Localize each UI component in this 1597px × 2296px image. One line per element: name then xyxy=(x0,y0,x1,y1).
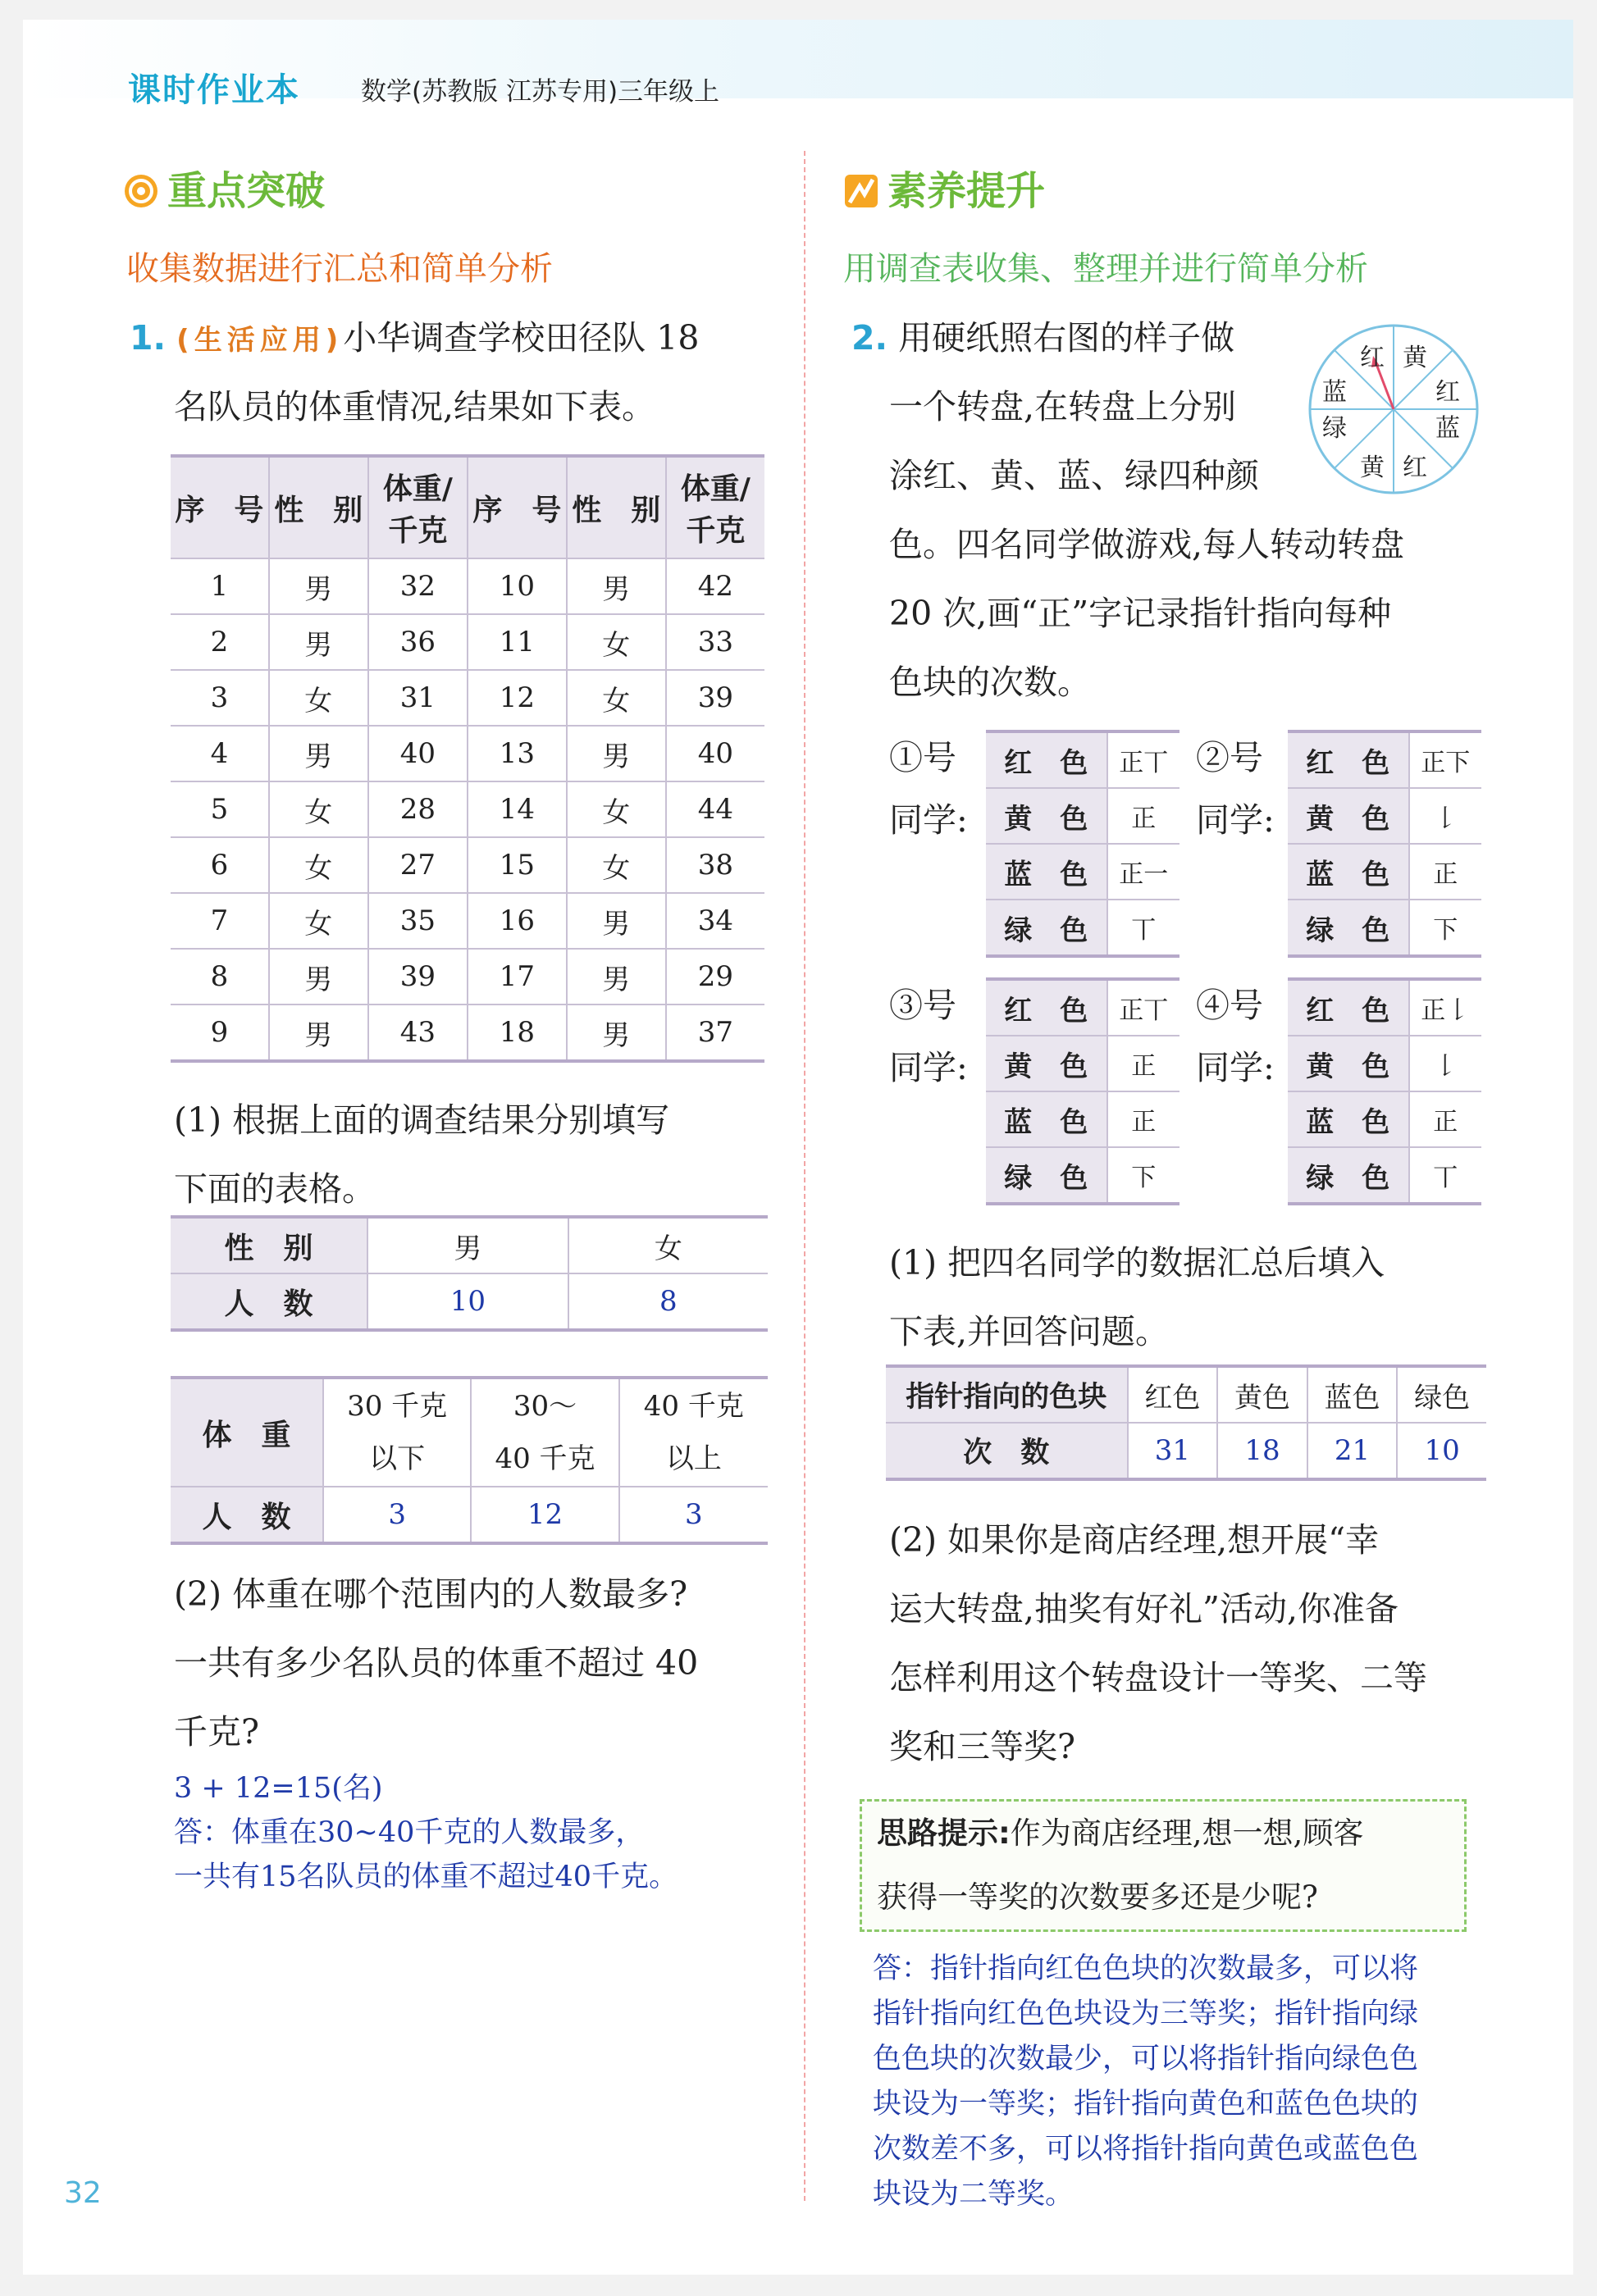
cell: 男 xyxy=(269,558,368,614)
range-text: 40 千克 xyxy=(643,1390,744,1423)
answer-line: 答：体重在30~40千克的人数最多， xyxy=(174,1816,645,1849)
tally-mark: 𠄌 xyxy=(1409,1036,1482,1091)
q1-part2-line1: (2) 体重在哪个范围内的人数最多? xyxy=(174,1574,688,1614)
q2-part2-line3: 怎样利用这个转盘设计一等奖、二等 xyxy=(889,1658,1427,1697)
table-row xyxy=(986,1147,1179,1204)
student-word: 同学: xyxy=(889,800,968,840)
tally-mark: 下 xyxy=(1409,900,1482,956)
sector-label: 绿 xyxy=(1322,414,1347,443)
count-answer: 12 xyxy=(471,1487,618,1543)
cell: 40 xyxy=(666,726,764,781)
table-row xyxy=(1288,731,1481,788)
range-text: 以上 xyxy=(665,1442,722,1475)
tally-mark: 丅 xyxy=(1107,900,1180,956)
cell: 17 xyxy=(468,949,567,1004)
subsection-right: 用调查表收集、整理并进行简单分析 xyxy=(843,250,1368,288)
count-answer: 10 xyxy=(1397,1423,1486,1479)
answer-calc: 3 + 12=15(名) xyxy=(174,1772,383,1805)
table-row xyxy=(171,949,764,1004)
color-label: 绿 色 xyxy=(986,1147,1107,1204)
student-1-tally-table xyxy=(986,730,1179,958)
color-label: 黄 色 xyxy=(1288,1036,1409,1091)
tally-mark: 正丅 xyxy=(1107,979,1180,1036)
student-word: 同学: xyxy=(889,1048,968,1087)
table-header-row xyxy=(171,456,764,558)
q2-line1 xyxy=(851,303,1234,372)
cell: 2 xyxy=(171,614,269,670)
cell: 女 xyxy=(269,837,368,893)
section-title-text: 素养提升 xyxy=(887,168,1046,214)
hint-line xyxy=(877,1802,1449,1866)
table-row xyxy=(1288,788,1481,844)
header-cell: 序 号 xyxy=(468,456,567,558)
range-30-40 xyxy=(471,1378,618,1487)
book-subtitle: 数学(苏教版 江苏专用)三年级上 xyxy=(361,77,720,107)
student-2-tally-table xyxy=(1288,730,1481,958)
sector-label: 蓝 xyxy=(1322,378,1347,407)
color-header: 蓝色 xyxy=(1307,1366,1398,1423)
cell: 11 xyxy=(468,614,567,670)
pointer-color-label: 指针指向的色块 xyxy=(886,1366,1128,1423)
table-row xyxy=(171,558,764,614)
color-label: 黄 色 xyxy=(986,1036,1107,1091)
table-row xyxy=(171,726,764,781)
table-row xyxy=(171,1273,768,1330)
tally-mark: 正 xyxy=(1107,1091,1180,1147)
cell: 男 xyxy=(269,949,368,1004)
table-row xyxy=(1288,844,1481,900)
weight-survey-table xyxy=(171,454,764,1063)
range-text: 30～ xyxy=(513,1390,577,1423)
cell: 男 xyxy=(567,558,666,614)
color-header: 绿色 xyxy=(1397,1366,1486,1423)
cell: 28 xyxy=(368,781,468,837)
answer-line: 次数差不多，可以将指针指向黄色或蓝色色 xyxy=(873,2133,1419,2166)
table-row xyxy=(171,1487,768,1543)
cell: 女 xyxy=(269,781,368,837)
color-label: 蓝 色 xyxy=(1288,844,1409,900)
count-answer: 21 xyxy=(1307,1423,1398,1479)
cell: 33 xyxy=(666,614,764,670)
q2-part1-line2: 下表,并回答问题。 xyxy=(889,1312,1170,1351)
table-row xyxy=(986,1036,1179,1091)
student-number: ④号 xyxy=(1196,986,1263,1025)
answer-line: 答：指针指向红色色块的次数最多，可以将 xyxy=(873,1952,1419,1985)
gender-label: 性 别 xyxy=(171,1217,367,1273)
table-row xyxy=(1288,1147,1481,1204)
cell: 女 xyxy=(567,781,666,837)
color-label: 红 色 xyxy=(986,979,1107,1036)
q2-line6: 色块的次数。 xyxy=(889,663,1091,702)
cell: 31 xyxy=(368,670,468,726)
table-row xyxy=(986,900,1179,956)
cell: 男 xyxy=(567,726,666,781)
cell: 男 xyxy=(567,1004,666,1061)
cell: 18 xyxy=(468,1004,567,1061)
table-row xyxy=(171,781,764,837)
q2-part1-line1: (1) 把四名同学的数据汇总后填入 xyxy=(889,1243,1385,1282)
table-row xyxy=(986,788,1179,844)
cell: 15 xyxy=(468,837,567,893)
table-row xyxy=(171,614,764,670)
tally-mark: 正下 xyxy=(1409,731,1482,788)
table-row xyxy=(986,1091,1179,1147)
cell: 42 xyxy=(666,558,764,614)
cell: 39 xyxy=(666,670,764,726)
cell: 29 xyxy=(666,949,764,1004)
cell: 3 xyxy=(171,670,269,726)
table-row xyxy=(986,844,1179,900)
q2-part2-line1: (2) 如果你是商店经理,想开展“幸 xyxy=(889,1520,1380,1560)
tally-mark: 正 xyxy=(1409,844,1482,900)
cell: 35 xyxy=(368,893,468,949)
tally-mark: 下 xyxy=(1107,1147,1180,1204)
range-text: 30 千克 xyxy=(347,1390,448,1423)
color-label: 黄 色 xyxy=(1288,788,1409,844)
table-row xyxy=(171,670,764,726)
student-2-label xyxy=(1196,727,1275,851)
section-title-text: 重点突破 xyxy=(167,168,326,214)
cell: 9 xyxy=(171,1004,269,1061)
answer-paragraph xyxy=(873,1947,1418,2217)
sector-label: 黄 xyxy=(1360,453,1385,482)
color-label: 红 色 xyxy=(1288,731,1409,788)
gender-count-table xyxy=(171,1215,768,1332)
color-label: 绿 色 xyxy=(1288,900,1409,956)
student-number: ③号 xyxy=(889,986,956,1025)
sector-label: 红 xyxy=(1435,378,1460,407)
hint-label: 思路提示: xyxy=(877,1815,1011,1851)
color-label: 红 色 xyxy=(986,731,1107,788)
page-header xyxy=(23,20,1573,109)
cell: 8 xyxy=(171,949,269,1004)
color-summary-table xyxy=(886,1364,1486,1481)
table-row xyxy=(171,1004,764,1061)
q1-part2-line2: 一共有多少名队员的体重不超过 40 xyxy=(174,1643,699,1683)
q2-part2-line4: 奖和三等奖? xyxy=(889,1727,1075,1766)
answer-line: 一共有15名队员的体重不超过40千克。 xyxy=(174,1861,678,1893)
q1-part1-line2: 下面的表格。 xyxy=(174,1169,376,1209)
subsection-left: 收集数据进行汇总和简单分析 xyxy=(126,250,553,288)
table-row xyxy=(171,837,764,893)
count-answer: 3 xyxy=(619,1487,768,1543)
cell: 40 xyxy=(368,726,468,781)
tally-mark: 正一 xyxy=(1107,844,1180,900)
tally-mark: 正 xyxy=(1107,788,1180,844)
cell: 男 xyxy=(269,726,368,781)
cell: 男 xyxy=(567,949,666,1004)
cell: 10 xyxy=(468,558,567,614)
color-header: 红色 xyxy=(1128,1366,1218,1423)
spinner-diagram xyxy=(1304,320,1483,499)
column-divider xyxy=(804,151,805,2201)
cell: 女 xyxy=(567,837,666,893)
color-label: 绿 色 xyxy=(986,900,1107,956)
color-label: 绿 色 xyxy=(1288,1147,1409,1204)
student-3-label xyxy=(889,974,968,1099)
question-number: 1. xyxy=(130,318,167,358)
cell: 1 xyxy=(171,558,269,614)
cell: 14 xyxy=(468,781,567,837)
answer-line: 指针指向红色色块设为三等奖；指针指向绿 xyxy=(873,1998,1419,2030)
climb-icon xyxy=(843,173,879,209)
cell: 38 xyxy=(666,837,764,893)
header-cell: 序 号 xyxy=(171,456,269,558)
weight-range-table xyxy=(171,1376,768,1545)
q2-line5: 20 次,画“正”字记录指针指向每种 xyxy=(889,594,1392,633)
q2-text: 用硬纸照右图的样子做 xyxy=(898,318,1235,358)
cell: 男 xyxy=(567,893,666,949)
female-count-answer: 8 xyxy=(568,1273,768,1330)
student-4-tally-table xyxy=(1288,977,1481,1205)
cell: 女 xyxy=(269,893,368,949)
cell: 男 xyxy=(269,614,368,670)
table-row xyxy=(986,979,1179,1036)
cell: 6 xyxy=(171,837,269,893)
q1-part1-line1: (1) 根据上面的调查结果分别填写 xyxy=(174,1100,670,1140)
q1-intro-line1 xyxy=(130,303,699,375)
q1-part2-line3: 千克? xyxy=(174,1712,259,1752)
student-number: ②号 xyxy=(1196,738,1263,777)
range-below-30 xyxy=(323,1378,471,1487)
cell: 27 xyxy=(368,837,468,893)
color-header: 黄色 xyxy=(1217,1366,1307,1423)
color-label: 黄 色 xyxy=(986,788,1107,844)
hint-line: 获得一等奖的次数要多还是少呢? xyxy=(877,1879,1318,1915)
header-cell: 性 别 xyxy=(567,456,666,558)
table-row xyxy=(171,893,764,949)
color-label: 红 色 xyxy=(1288,979,1409,1036)
cell: 13 xyxy=(468,726,567,781)
header-cell: 性 别 xyxy=(269,456,368,558)
count-label: 人 数 xyxy=(171,1487,323,1543)
brand-title: 课时作业本 xyxy=(128,71,300,109)
cell: 39 xyxy=(368,949,468,1004)
tally-mark: 正丅 xyxy=(1107,731,1180,788)
tally-mark: 𠄌 xyxy=(1409,788,1482,844)
sector-label: 黄 xyxy=(1403,344,1427,372)
cell: 12 xyxy=(468,670,567,726)
male-count-answer: 10 xyxy=(367,1273,568,1330)
student-1-label xyxy=(889,727,968,851)
female-header: 女 xyxy=(568,1217,768,1273)
table-row xyxy=(986,731,1179,788)
answer-line: 色色块的次数最少，可以将指针指向绿色色 xyxy=(873,2043,1419,2075)
male-header: 男 xyxy=(367,1217,568,1273)
sector-label: 蓝 xyxy=(1435,414,1460,443)
q2-line2: 一个转盘,在转盘上分别 xyxy=(889,387,1237,426)
count-answer: 18 xyxy=(1217,1423,1307,1479)
table-row xyxy=(171,1217,768,1273)
section-title-focus xyxy=(123,159,325,216)
hint-box xyxy=(860,1799,1467,1932)
sector-label: 红 xyxy=(1403,453,1427,482)
header-cell: 体重/千克 xyxy=(666,456,764,558)
table-row xyxy=(1288,1036,1481,1091)
color-label: 蓝 色 xyxy=(1288,1091,1409,1147)
cell: 36 xyxy=(368,614,468,670)
weight-label: 体 重 xyxy=(171,1378,323,1487)
color-label: 蓝 色 xyxy=(986,844,1107,900)
q1-text: 小华调查学校田径队 18 xyxy=(343,318,700,358)
cell: 女 xyxy=(269,670,368,726)
cell: 男 xyxy=(269,1004,368,1061)
table-row xyxy=(886,1423,1486,1479)
cell: 7 xyxy=(171,893,269,949)
cell: 43 xyxy=(368,1004,468,1061)
tally-mark: 正𠄌 xyxy=(1409,979,1482,1036)
answer-line: 块设为一等奖；指针指向黄色和蓝色色块的 xyxy=(873,2088,1419,2121)
cell: 44 xyxy=(666,781,764,837)
times-label: 次 数 xyxy=(886,1423,1128,1479)
q2-part2-line2: 运大转盘,抽奖有好礼”活动,你准备 xyxy=(889,1589,1399,1629)
student-word: 同学: xyxy=(1196,800,1275,840)
sector-label: 红 xyxy=(1360,344,1385,372)
table-row xyxy=(171,1378,768,1487)
question-tag: (生活应用) xyxy=(176,324,344,357)
range-above-40 xyxy=(619,1378,768,1487)
table-row xyxy=(1288,900,1481,956)
cell: 32 xyxy=(368,558,468,614)
page-number: 32 xyxy=(64,2176,102,2210)
page xyxy=(23,20,1573,2275)
q2-line3: 涂红、黄、蓝、绿四种颜 xyxy=(889,456,1259,495)
header-cell: 体重/千克 xyxy=(368,456,468,558)
cell: 女 xyxy=(567,670,666,726)
color-label: 蓝 色 xyxy=(986,1091,1107,1147)
q2-line4: 色。四名同学做游戏,每人转动转盘 xyxy=(889,525,1405,564)
table-row xyxy=(1288,1091,1481,1147)
cell: 女 xyxy=(567,614,666,670)
student-number: ①号 xyxy=(889,738,956,777)
table-row xyxy=(1288,979,1481,1036)
cell: 5 xyxy=(171,781,269,837)
student-4-label xyxy=(1196,974,1275,1099)
section-title-improve xyxy=(843,159,1045,216)
cell: 4 xyxy=(171,726,269,781)
count-answer: 31 xyxy=(1128,1423,1218,1479)
answer-line: 块设为二等奖。 xyxy=(873,2178,1075,2211)
table-row xyxy=(886,1366,1486,1423)
hint-text: 作为商店经理,想一想,顾客 xyxy=(1010,1815,1364,1851)
spiral-icon xyxy=(123,173,159,209)
cell: 16 xyxy=(468,893,567,949)
range-text: 以下 xyxy=(369,1442,426,1475)
student-3-tally-table xyxy=(986,977,1179,1205)
range-text: 40 千克 xyxy=(495,1442,595,1475)
tally-mark: 丅 xyxy=(1409,1147,1482,1204)
tally-mark: 正 xyxy=(1409,1091,1482,1147)
cell: 34 xyxy=(666,893,764,949)
count-label: 人 数 xyxy=(171,1273,367,1330)
question-number: 2. xyxy=(851,318,888,358)
count-answer: 3 xyxy=(323,1487,471,1543)
cell: 37 xyxy=(666,1004,764,1061)
student-word: 同学: xyxy=(1196,1048,1275,1087)
tally-mark: 正 xyxy=(1107,1036,1180,1091)
q1-intro-line2: 名队员的体重情况,结果如下表。 xyxy=(174,387,656,426)
